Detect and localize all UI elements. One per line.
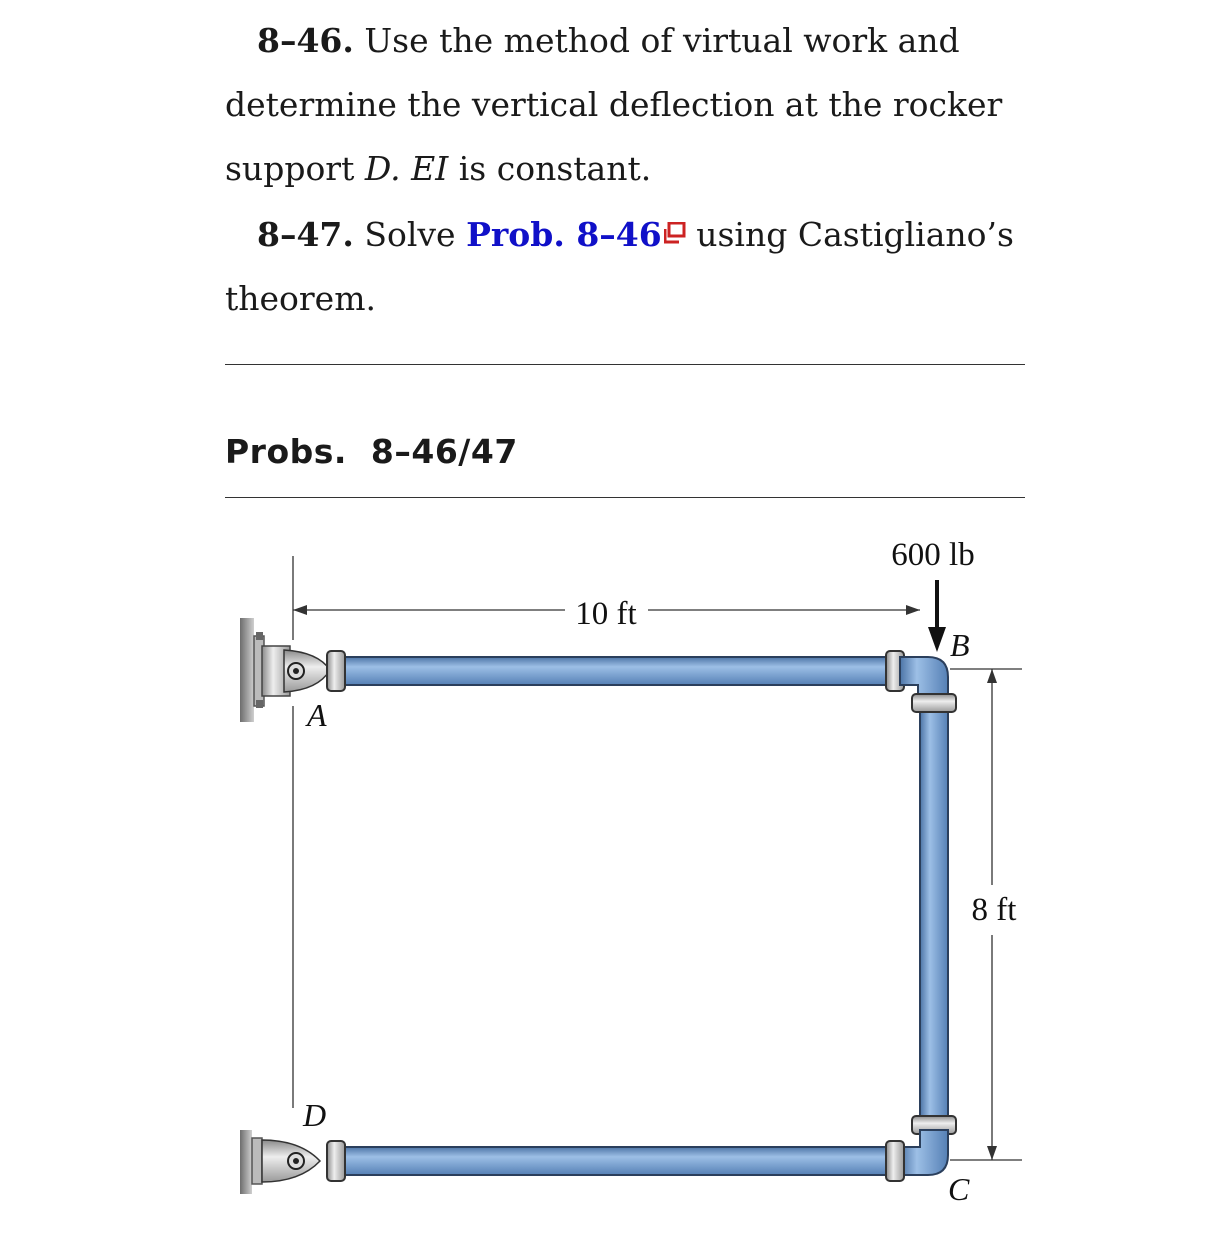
problem-text-end: is constant. (448, 149, 652, 188)
point-a-label: A (307, 697, 327, 733)
load-arrow (928, 580, 946, 652)
point-d-label: D (303, 1097, 327, 1133)
point-b-label: B (950, 627, 970, 663)
caption-numbers: 8–46/47 (370, 432, 518, 471)
member-bc (912, 694, 956, 1134)
caption-prefix: Probs. (225, 432, 347, 471)
variable-d: D. (364, 149, 401, 188)
rocker-support-d (240, 1130, 320, 1194)
elbow-c (900, 1130, 948, 1175)
point-c-label: C (948, 1171, 970, 1207)
load-label: 600 lb (891, 537, 975, 573)
problem-number: 8–47. (257, 215, 354, 254)
variable-ei: EI (411, 149, 449, 188)
span-dimension-label: 10 ft (575, 596, 637, 632)
problem-text: Use the method of virtual work and determine the vertical deflection at the rocker support (225, 21, 1003, 188)
problem-text: Solve (353, 215, 467, 254)
problem-number: 8–46. (257, 21, 354, 60)
dimension-lines (293, 556, 1022, 1160)
height-dimension-label: 8 ft (971, 892, 1017, 928)
member-dc (327, 1141, 904, 1181)
member-ab (327, 651, 904, 691)
problem-text-end: using Castigliano’s theorem. (225, 215, 1014, 318)
prob-8-46-link[interactable]: Prob. 8–46 (466, 215, 662, 254)
